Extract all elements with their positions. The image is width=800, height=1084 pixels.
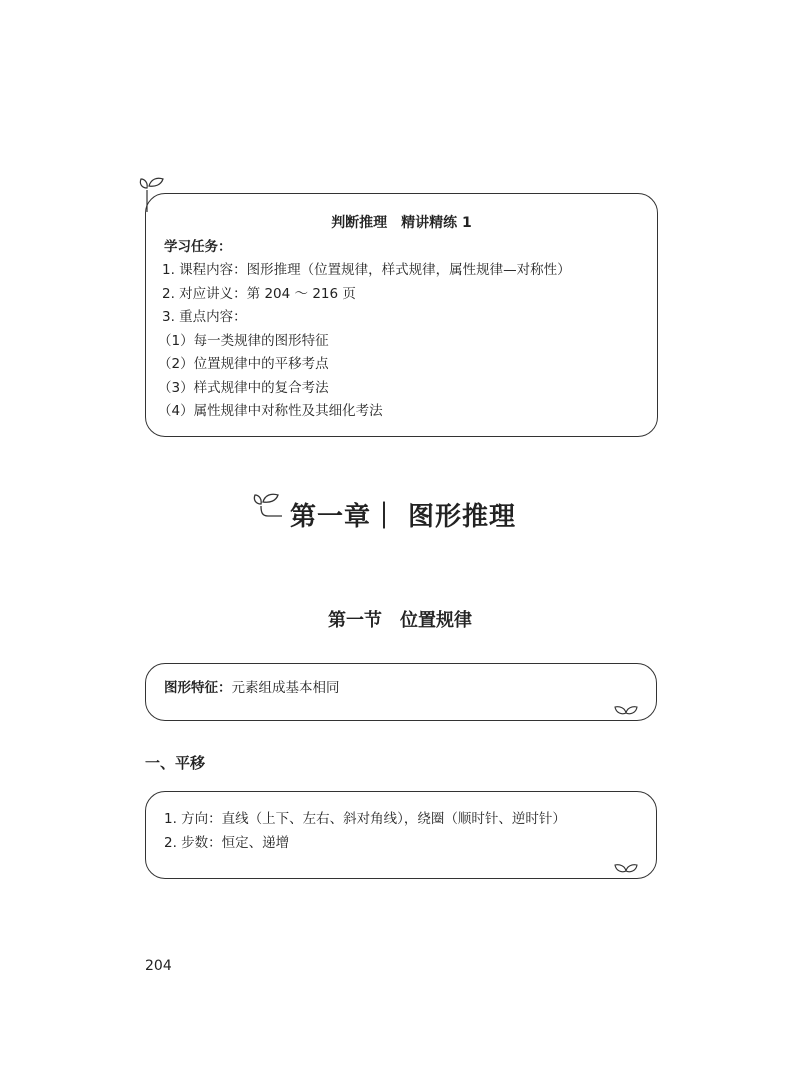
subsection-title: 一、平移 bbox=[145, 754, 206, 772]
shift-lines bbox=[164, 808, 566, 855]
leaf-icon bbox=[614, 861, 638, 875]
chapter-title: 第一章｜ 图形推理 bbox=[290, 502, 517, 532]
feature-label: 图形特征： bbox=[164, 680, 232, 696]
task-line: （3）样式规律中的复合考法 bbox=[158, 379, 329, 396]
task-line: （2）位置规律中的平移考点 bbox=[158, 356, 329, 372]
task-line: （4）属性规律中对称性及其细化考法 bbox=[158, 403, 383, 419]
task-heading: 学习任务： bbox=[164, 239, 232, 255]
feature-box bbox=[145, 663, 657, 721]
study-task-box bbox=[145, 193, 658, 437]
task-box-title: 判断推理 精讲精练 1 bbox=[331, 215, 472, 231]
task-line: 1. 课程内容：图形推理（位置规律，样式规律，属性规律—对称性） bbox=[162, 262, 571, 278]
page-number: 204 bbox=[145, 958, 172, 974]
section-title: 第一节 位置规律 bbox=[328, 610, 472, 631]
feature-line bbox=[164, 677, 340, 701]
feature-text: 元素组成基本相同 bbox=[231, 680, 340, 696]
sprout-icon bbox=[252, 486, 288, 522]
task-line: （1）每一类规律的图形特征 bbox=[158, 332, 329, 349]
task-line: 2. 对应讲义：第 204 ～ 216 页 bbox=[162, 285, 356, 302]
shift-line: 2. 步数：恒定、递增 bbox=[164, 834, 290, 851]
task-lines bbox=[158, 259, 571, 424]
shift-box bbox=[145, 791, 657, 879]
leaf-icon bbox=[614, 703, 638, 717]
task-line: 3. 重点内容： bbox=[162, 309, 247, 325]
shift-line: 1. 方向：直线（上下、左右、斜对角线），绕圈（顺时针、逆时针） bbox=[164, 811, 566, 827]
